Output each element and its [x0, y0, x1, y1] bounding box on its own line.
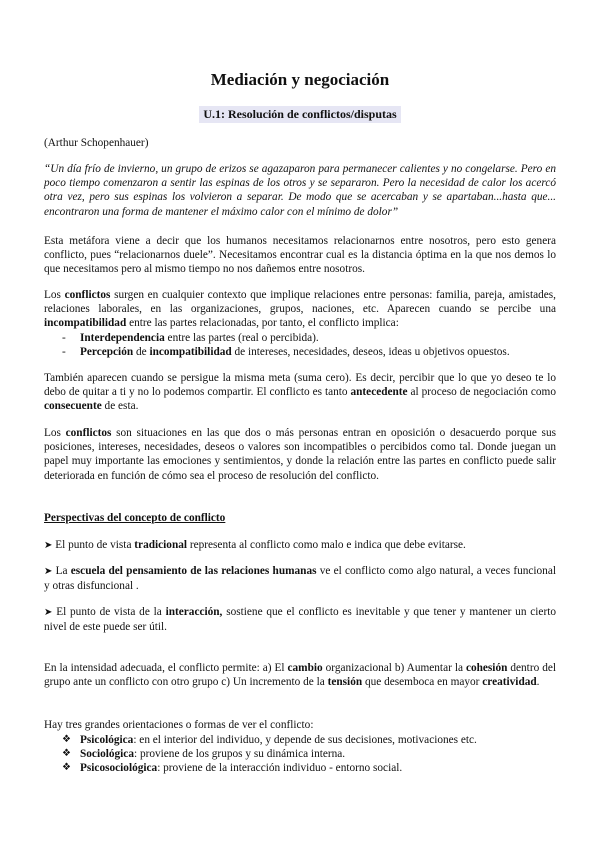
text-run: al proceso de negociación como [407, 386, 556, 399]
text-run: entre las partes relacionadas, por tanto, el conflicto implica: [126, 317, 399, 330]
author-line: (Arthur Schopenhauer) [44, 137, 149, 149]
arrow-bullet-icon: ➤ [44, 540, 53, 551]
bold-term: Interdependencia [80, 332, 165, 344]
diamond-bullet-icon: ❖ [62, 734, 71, 745]
bold-term: incompatibilidad [149, 346, 232, 359]
text-run: El punto de vista [52, 539, 135, 551]
text-run: . [536, 676, 540, 689]
text-run: : en el interior del individuo, y depende de sus decisiones, motivaciones etc. [133, 734, 477, 746]
bold-term: consecuente [44, 400, 102, 413]
list-item [62, 747, 556, 761]
adequate-intensity-paragraph [44, 661, 556, 689]
traditional-view-item [44, 538, 556, 553]
list-item [62, 761, 556, 775]
subtitle-wrapper [44, 105, 556, 123]
text-run: de [133, 346, 150, 359]
bold-term: conflictos [64, 289, 111, 301]
text-run: dentro del grupo ante un conflicto con otro grupo c) Un incremento de la [44, 662, 557, 689]
text-run: entre las partes (real o percibida). [164, 332, 319, 344]
text-run: : proviene de los grupos y su dinámica interna. [133, 748, 346, 761]
text-run: El punto de vista de la [52, 606, 166, 618]
list-item [62, 733, 556, 747]
text-run: de intereses, necesidades, deseos, ideas u objetivos opuestos. [231, 346, 510, 359]
bold-term: escuela del pensamiento de las relaciones humanas [70, 565, 317, 577]
text-run: También aparecen cuando se persigue la misma meta (suma cero). Es decir, percibir que lo que yo deseo te lo debo de quitar a ti y no lo podemos compartir. El conflicto es tanto [44, 372, 556, 399]
interaction-view-item [44, 605, 556, 634]
bold-term: tensión [327, 676, 363, 689]
bold-term: tradicional [134, 539, 188, 551]
conflicts-context-paragraph [44, 288, 556, 331]
bold-term: conflictos [65, 427, 112, 439]
bold-term: Psicosociológica [80, 762, 158, 775]
bold-term: cambio [287, 662, 323, 674]
text-run: Los [44, 289, 65, 301]
text-run: representa al conflicto como malo e indica que debe evitarse. [187, 539, 466, 551]
text-run: surgen en cualquier contexto que implique relaciones entre personas: familia, pareja, amistades, relaciones laborales, en las organizaciones, grupos, naciones, etc. Aparecen cuando se percibe una [44, 289, 556, 316]
bold-term: Sociológica [80, 748, 134, 761]
bold-term: creatividad [482, 676, 537, 689]
text-run: Los [44, 427, 66, 439]
document-title: Mediación y negociación [210, 70, 390, 89]
hedgehog-quote: “Un día frío de invierno, un grupo de erizos se agazaparon para permanecer calientes y no congelarse. Pero en poco tiempo comenzaron a sentir las espinas de los otros y se separaron. Pero la necesidad de calor los acercó otra vez, pero sus espinas los volvieron a separar. De modo que se acercaban y se apartaban...hasta que... encontraron una forma de mantener el máximo calor con el mínimo de dolor” [44, 163, 556, 218]
bold-term: antecedente [350, 386, 408, 399]
text-run: que desemboca en mayor [362, 676, 483, 689]
conflict-definition-paragraph [44, 426, 556, 483]
text-run: son situaciones en las que dos o más personas entran en oposición o desacuerdo porque sus posiciones, intereses, necesidades, deseos o valores son incompatibles o percibidos como tal. Donde juegan un papel muy importante las emociones y sentimientos, y donde la relación entre las partes en conflicto puede salir deteriorada en función de cómo sea el proceso de resolución del conflicto. [44, 427, 556, 482]
text-run: ve el conflicto como algo natural, a veces funcional y otras disfuncional . [44, 565, 556, 593]
bold-term: Psicológica [80, 734, 134, 746]
conflict-implies-list [62, 331, 556, 359]
section-heading: Perspectivas del concepto de conflicto [44, 512, 226, 524]
text-run: organizacional b) Aumentar la [322, 662, 466, 674]
human-relations-view-item [44, 564, 556, 593]
dash-bullet: - [62, 332, 66, 344]
text-run: sostiene que el conflicto es inevitable y que tener y mantener un cierto nivel de este puede ser útil. [44, 606, 556, 634]
unit-subtitle: U.1: Resolución de conflictos/disputas [199, 106, 400, 123]
text-run: La [52, 565, 71, 577]
orientations-list [62, 733, 556, 776]
arrow-bullet-icon: ➤ [44, 566, 53, 577]
text-run: En la intensidad adecuada, el conflicto permite: a) El [44, 662, 288, 674]
text-run: de esta. [101, 400, 139, 413]
diamond-bullet-icon: ❖ [62, 762, 71, 774]
arrow-bullet-icon: ➤ [44, 607, 53, 618]
bold-term: interacción, [165, 606, 223, 618]
list-item [62, 331, 556, 345]
metaphor-paragraph: Esta metáfora viene a decir que los humanos necesitamos relacionarnos entre nosotros, pero esto genera conflicto, pues “relacionarnos duele”. Necesitamos encontrar cual es la distancia óptima en la que nos demos lo que necesitamos pero al mismo tiempo no nos dañemos entre nosotros. [44, 235, 556, 276]
zero-sum-paragraph [44, 371, 556, 414]
orientations-intro: Hay tres grandes orientaciones o formas de ver el conflicto: [44, 719, 314, 731]
diamond-bullet-icon: ❖ [62, 748, 71, 760]
bold-term: Percepción [80, 346, 134, 359]
dash-bullet: - [62, 346, 66, 359]
bold-term: cohesión [465, 662, 508, 674]
bold-term: incompatibilidad [44, 317, 127, 330]
text-run: : proviene de la interacción individuo - entorno social. [157, 762, 403, 775]
list-item [62, 345, 556, 359]
